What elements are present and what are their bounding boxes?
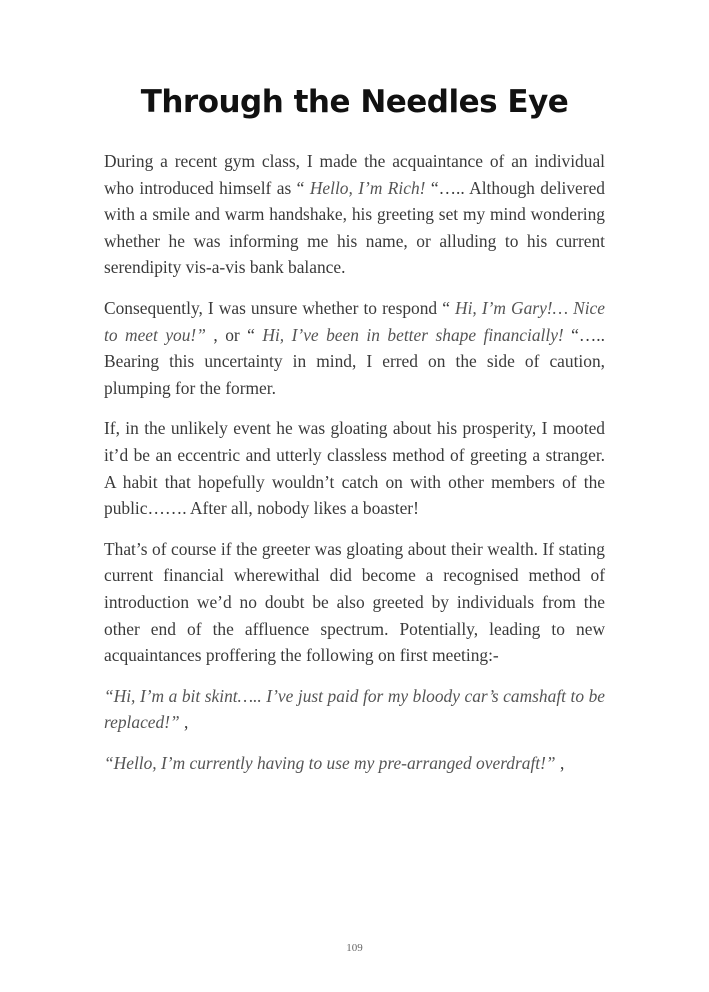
chapter-title: Through the Needles Eye xyxy=(140,84,569,120)
paragraph-2 xyxy=(104,295,605,401)
quote-2-text: “Hello, I’m currently having to use my pre-arranged overdraft!” xyxy=(104,752,556,773)
paragraph-1-quote: Hello, I’m Rich! xyxy=(309,177,426,198)
paragraph-1-text-a: During a recent gym class, I made the acquaintance of an individual who introduced himself as “ xyxy=(104,151,605,198)
paragraph-2-quote-1: Hi, I’m Gary!… Nice to meet you!” xyxy=(104,297,605,345)
page-number: 109 xyxy=(346,942,363,954)
paragraph-4: That’s of course if the greeter was gloating about their wealth. If stating current financial wherewithal did become a recognised method of introduction we’d no doubt be also greeted by individuals from the other end of the affluence spectrum. Potentially, leading to new acquaintances proffering the following on first meeting:- xyxy=(104,538,605,666)
chapter-body xyxy=(104,148,605,790)
paragraph-2-text-a: Consequently, I was unsure whether to respond “ xyxy=(104,297,456,318)
paragraph-2-text-e: “….. Bearing this uncertainty in mind, I erred on the side of caution, plumping for the former. xyxy=(104,324,605,398)
quote-1-tail: , xyxy=(179,712,189,733)
quote-2 xyxy=(104,750,605,777)
paragraph-2-text-c: , or “ xyxy=(205,324,263,345)
paragraph-2-quote-2: Hi, I’ve been in better shape financially! xyxy=(262,324,564,345)
paragraph-3: If, in the unlikely event he was gloating about his prosperity, I mooted it’d be an eccentric and utterly classless method of greeting a stranger. A habit that hopefully wouldn’t catch on with other members of the public……. After all, nobody likes a boaster! xyxy=(104,418,605,519)
paragraph-1 xyxy=(104,148,605,281)
quote-1 xyxy=(104,683,605,736)
quote-1-text: “Hi, I’m a bit skint….. I’ve just paid for my bloody car’s camshaft to be replaced!” xyxy=(104,685,605,733)
quote-2-tail: , xyxy=(555,752,565,773)
paragraph-1-text-c: “….. Although delivered with a smile and warm handshake, his greeting set my mind wondering whether he was informing me his name, or alluding to his current serendipity vis-a-vis bank balance. xyxy=(104,177,605,278)
